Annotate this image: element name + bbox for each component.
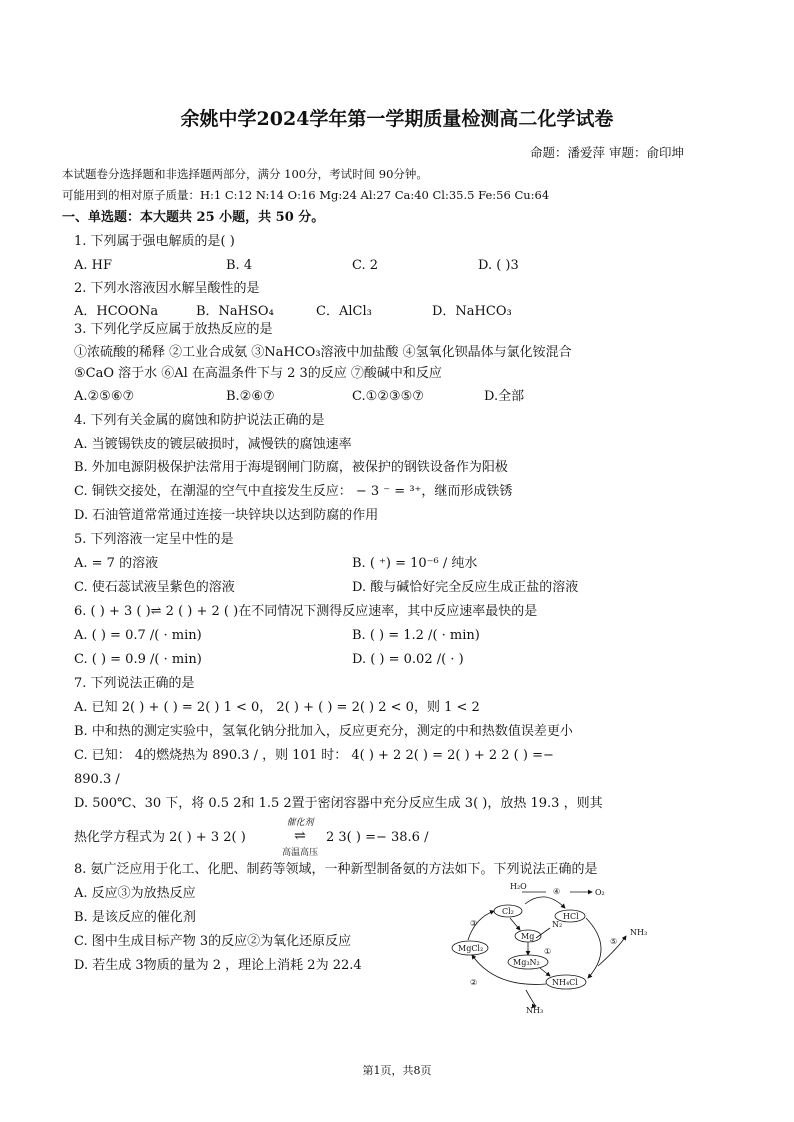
arrow-cl2-hcl — [525, 897, 565, 908]
q7-option-d: D. 500℃、30 下，将 0.5 2和 1.5 2置于密闭容器中充分反应生成 3( )，放热 19.3 ，则其 — [74, 796, 603, 811]
authors: 命题：潘爱萍 审题：俞印坤 — [530, 145, 684, 160]
q6-option-a: A. ( ) = 0.7 /( · min) — [74, 628, 202, 643]
intro-line-2: 可能用到的相对原子质量：H:1 C:12 N:14 O:16 Mg:24 Al:27 Ca:40 Cl:35.5 Fe:56 Cu:64 — [62, 188, 550, 202]
q1-stem: 1. 下列属于强电解质的是( ) — [74, 234, 235, 249]
label-mg: Mg — [521, 932, 535, 941]
q3-option-c: C.①②③⑤⑦ — [352, 389, 424, 404]
arrow-nh3-bottom — [526, 990, 536, 1006]
q8-option-a: A. 反应③为放热反应 — [74, 886, 196, 901]
q2-option-b: B．NaHSO₄ — [196, 304, 274, 319]
label-nh4cl: NH₄Cl — [552, 978, 578, 987]
q2-stem: 2. 下列水溶液因水解呈酸性的是 — [74, 281, 260, 296]
q6-option-b: B. ( ) = 1.2 /( · min) — [352, 628, 480, 643]
q4-option-c: C. 铜铁交接处，在潮湿的空气中直接发生反应： − 3 ⁻ = ³⁺，继而形成铁锈 — [74, 484, 513, 499]
q4-stem: 4. 下列有关金属的腐蚀和防护说法正确的是 — [74, 413, 325, 428]
q3-option-b: B.②⑥⑦ — [226, 389, 275, 404]
arrow-mg3n2-nh4cl — [540, 968, 550, 976]
q5-option-b: B. ( ⁺) = 10⁻⁶ / 纯水 — [352, 556, 478, 571]
label-nh3-bottom: NH₃ — [526, 1006, 544, 1015]
q6-option-d: D. ( ) = 0.02 /( · ) — [352, 652, 464, 667]
q2-option-d: D．NaHCO₃ — [432, 304, 512, 319]
intro-line-1: 本试题卷分选择题和非选择题两部分，满分 100分，考试时间 90分钟。 — [62, 167, 428, 181]
equilibrium-arrow: ⇌ — [294, 828, 306, 844]
q8-stem: 8. 氨广泛应用于化工、化肥、制药等领域，一种新型制备氨的方法如下。下列说法正确的是 — [74, 862, 598, 877]
label-step2: ② — [470, 978, 478, 987]
section-heading: 一、单选题：本大题共 25 小题，共 50 分。 — [62, 210, 325, 225]
q4-option-b: B. 外加电源阴极保护法常用于海堤钢闸门防腐，被保护的钢铁设备作为阳极 — [74, 460, 508, 475]
q6-option-c: C. ( ) = 0.9 /( · min) — [74, 652, 202, 667]
label-hcl: HCl — [563, 912, 579, 921]
q3-list-1: ①浓硫酸的稀释 ②工业合成氨 ③NaHCO₃溶液中加盐酸 ④氢氧化钡晶体与氯化铵混合 — [74, 345, 572, 360]
q5-option-c: C. 使石蕊试液呈紫色的溶液 — [74, 580, 235, 595]
q7-option-d-cont-b: 2 3( ) =− 38.6 / — [326, 830, 429, 845]
label-step4: ④ — [553, 887, 561, 896]
condition-label: 高温高压 — [281, 848, 318, 858]
q6-stem: 6. ( ) + 3 ( )⇌ 2 ( ) + 2 ( )在不同情况下测得反应速率，其中反应速率最快的是 — [74, 604, 538, 619]
q1-option-b: B. 4 — [226, 258, 253, 273]
q3-list-2: ⑤CaO 溶于水 ⑥Al 在高温条件下与 2 3的反应 ⑦酸碱中和反应 — [74, 366, 442, 381]
label-mgcl2: MgCl₂ — [458, 944, 484, 953]
label-step1: ① — [544, 947, 552, 956]
q5-stem: 5. 下列溶液一定呈中性的是 — [74, 532, 234, 547]
label-step5: ⑤ — [610, 937, 618, 946]
q3-stem: 3. 下列化学反应属于放热反应的是 — [74, 322, 273, 337]
q7-option-d-cont-a: 热化学方程式为 2( ) + 3 2( ) — [74, 830, 246, 845]
q7-option-b: B. 中和热的测定实验中，氢氧化钠分批加入，反应更充分，测定的中和热数值误差更小 — [74, 724, 573, 739]
label-nh3-right: NH₃ — [630, 928, 648, 937]
q3-option-a: A.②⑤⑥⑦ — [74, 389, 135, 404]
q8-option-c: C. 图中生成目标产物 3的反应②为氧化还原反应 — [74, 934, 352, 949]
q1-option-c: C. 2 — [352, 258, 379, 273]
q7-stem: 7. 下列说法正确的是 — [74, 676, 195, 691]
q7-option-c: C. 已知： 4的燃烧热为 890.3 / ，则 101 时： 4( ) + 2 2( ) = 2( ) + 2 2 ( ) =− — [74, 748, 554, 763]
q5-option-d: D. 酸与碱恰好完全反应生成正盐的溶液 — [352, 580, 579, 595]
q3-option-d: D.全部 — [484, 389, 525, 404]
q5-option-a: A. = 7 的溶液 — [74, 556, 159, 571]
q7-option-a: A. 已知 2( ) + ( ) = 2( ) 1 < 0， 2( ) + ( ) = 2( ) 2 < 0，则 1 < 2 — [74, 700, 480, 715]
arrow-cl2-mg — [510, 918, 520, 930]
label-cl2: Cl₂ — [502, 907, 514, 916]
q8-option-d: D. 若生成 3物质的量为 2 ，理论上消耗 2为 22.4 — [74, 958, 362, 973]
q4-option-a: A. 当镀锡铁皮的镀层破损时，减慢铁的腐蚀速率 — [74, 437, 352, 452]
arrow-hcl-nh4cl — [586, 918, 601, 978]
label-n2: N₂ — [552, 920, 563, 929]
ammonia-cycle-diagram — [440, 878, 670, 1018]
q2-option-c: C．AlCl₃ — [316, 304, 372, 319]
page-footer: 第1页，共8页 — [362, 1064, 432, 1077]
line-n2 — [536, 928, 550, 938]
catalyst-label: 催化剂 — [286, 818, 314, 828]
q2-option-a: A．HCOONa — [74, 304, 159, 319]
label-mg3n2: Mg₃N₂ — [513, 958, 540, 967]
q4-option-d: D. 石油管道常常通过连接一块锌块以达到防腐的作用 — [74, 508, 379, 523]
q1-option-d: D. ( )3 — [478, 258, 519, 273]
page-title: 余姚中学2024学年第一学期质量检测高二化学试卷 — [180, 108, 614, 130]
label-o2: O₂ — [595, 888, 605, 897]
label-step3: ③ — [470, 919, 478, 928]
q8-option-b: B. 是该反应的催化剂 — [74, 910, 196, 925]
label-h2o: H₂O — [510, 882, 527, 891]
q7-option-c-cont: 890.3 / — [74, 772, 120, 787]
q1-option-a: A. HF — [74, 258, 113, 273]
